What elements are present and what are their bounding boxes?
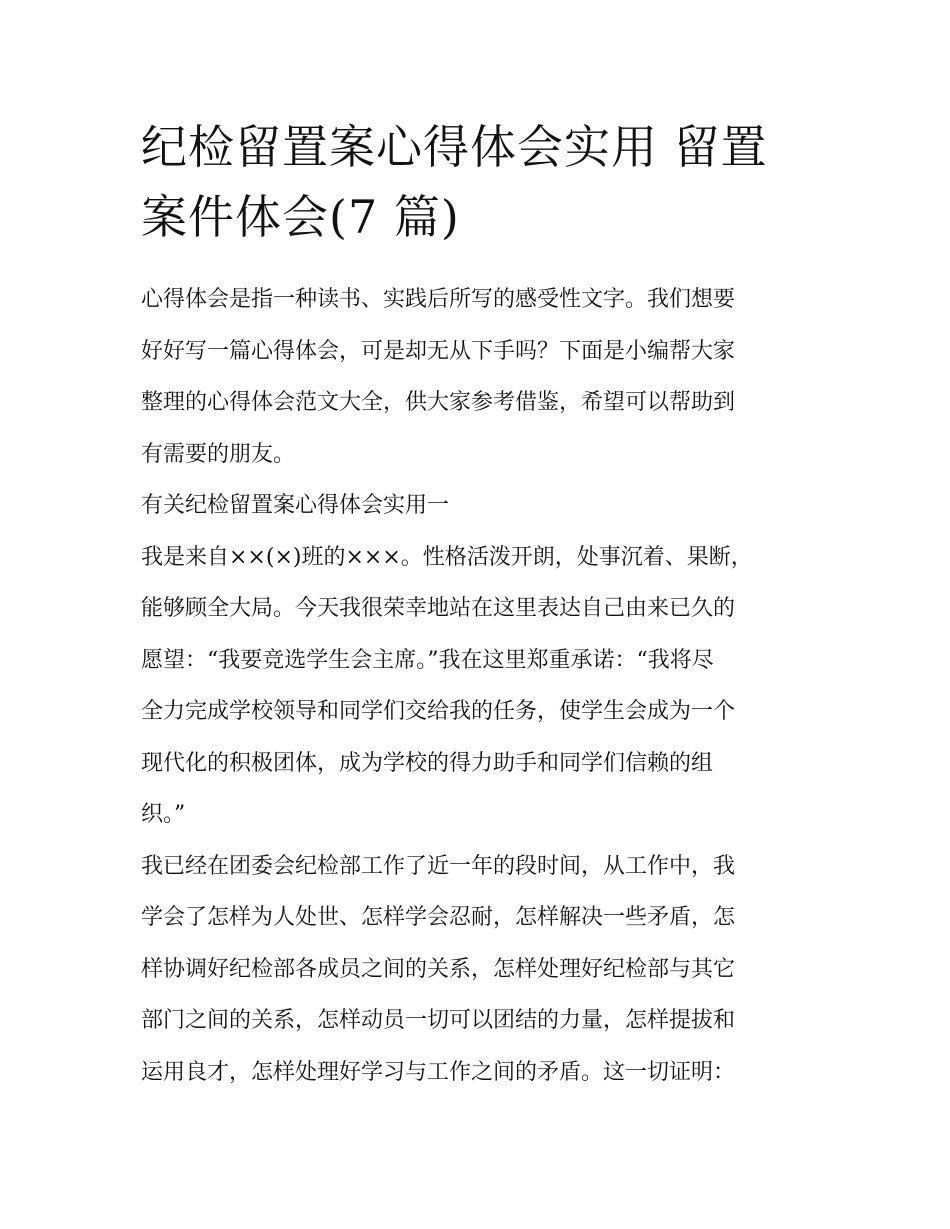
document-content	[141, 112, 813, 1098]
text-line: 全力完成学校领导和同学们交给我的任务，使学生会成为一个	[141, 699, 736, 724]
document-title	[141, 112, 813, 252]
text-line: 我已经在团委会纪检部工作了近一年的段时间，从工作中，我	[141, 853, 736, 879]
text-line: 样协调好纪检部各成员之间的关系，怎样处理好纪检部与其它	[141, 956, 736, 982]
section-heading-text: 有关纪检留置案心得体会实用一	[141, 493, 450, 518]
title-line: 案件体会(7 篇)	[141, 190, 460, 244]
text-line: 能够顾全大局。今天我很荣幸地站在这里表达自己由来已久的	[141, 596, 736, 621]
text-line: 运用良才，怎样处理好学习与工作之间的矛盾。这一切证明：	[141, 1059, 736, 1085]
section-heading	[141, 480, 813, 532]
body-paragraph-1	[141, 532, 813, 841]
text-line: 整理的心得体会范文大全，供大家参考借鉴，希望可以帮助到	[141, 390, 736, 415]
document-body	[141, 274, 813, 1098]
text-line: 好好写一篇心得体会，可是却无从下手吗？下面是小编帮大家	[141, 338, 736, 364]
intro-paragraph	[141, 274, 813, 480]
text-line: 我是来自××(×)班的×××。性格活泼开朗，处事沉着、果断，	[141, 544, 753, 570]
text-line: 织。”	[141, 802, 186, 827]
text-line: 现代化的积极团体，成为学校的得力助手和同学们信赖的组	[141, 750, 714, 776]
text-line: 愿望：“我要竞选学生会主席。”我在这里郑重承诺：“我将尽	[141, 647, 714, 673]
title-line: 纪检留置案心得体会实用 留置	[141, 120, 768, 174]
text-line: 心得体会是指一种读书、实践后所写的感受性文字。我们想要	[141, 287, 736, 312]
text-line: 部门之间的关系，怎样动员一切可以团结的力量，怎样提拔和	[141, 1008, 736, 1033]
text-line: 学会了怎样为人处世、怎样学会忍耐，怎样解决一些矛盾，怎	[141, 905, 736, 930]
text-line: 有需要的朋友。	[141, 441, 296, 467]
body-paragraph-2	[141, 841, 813, 1099]
